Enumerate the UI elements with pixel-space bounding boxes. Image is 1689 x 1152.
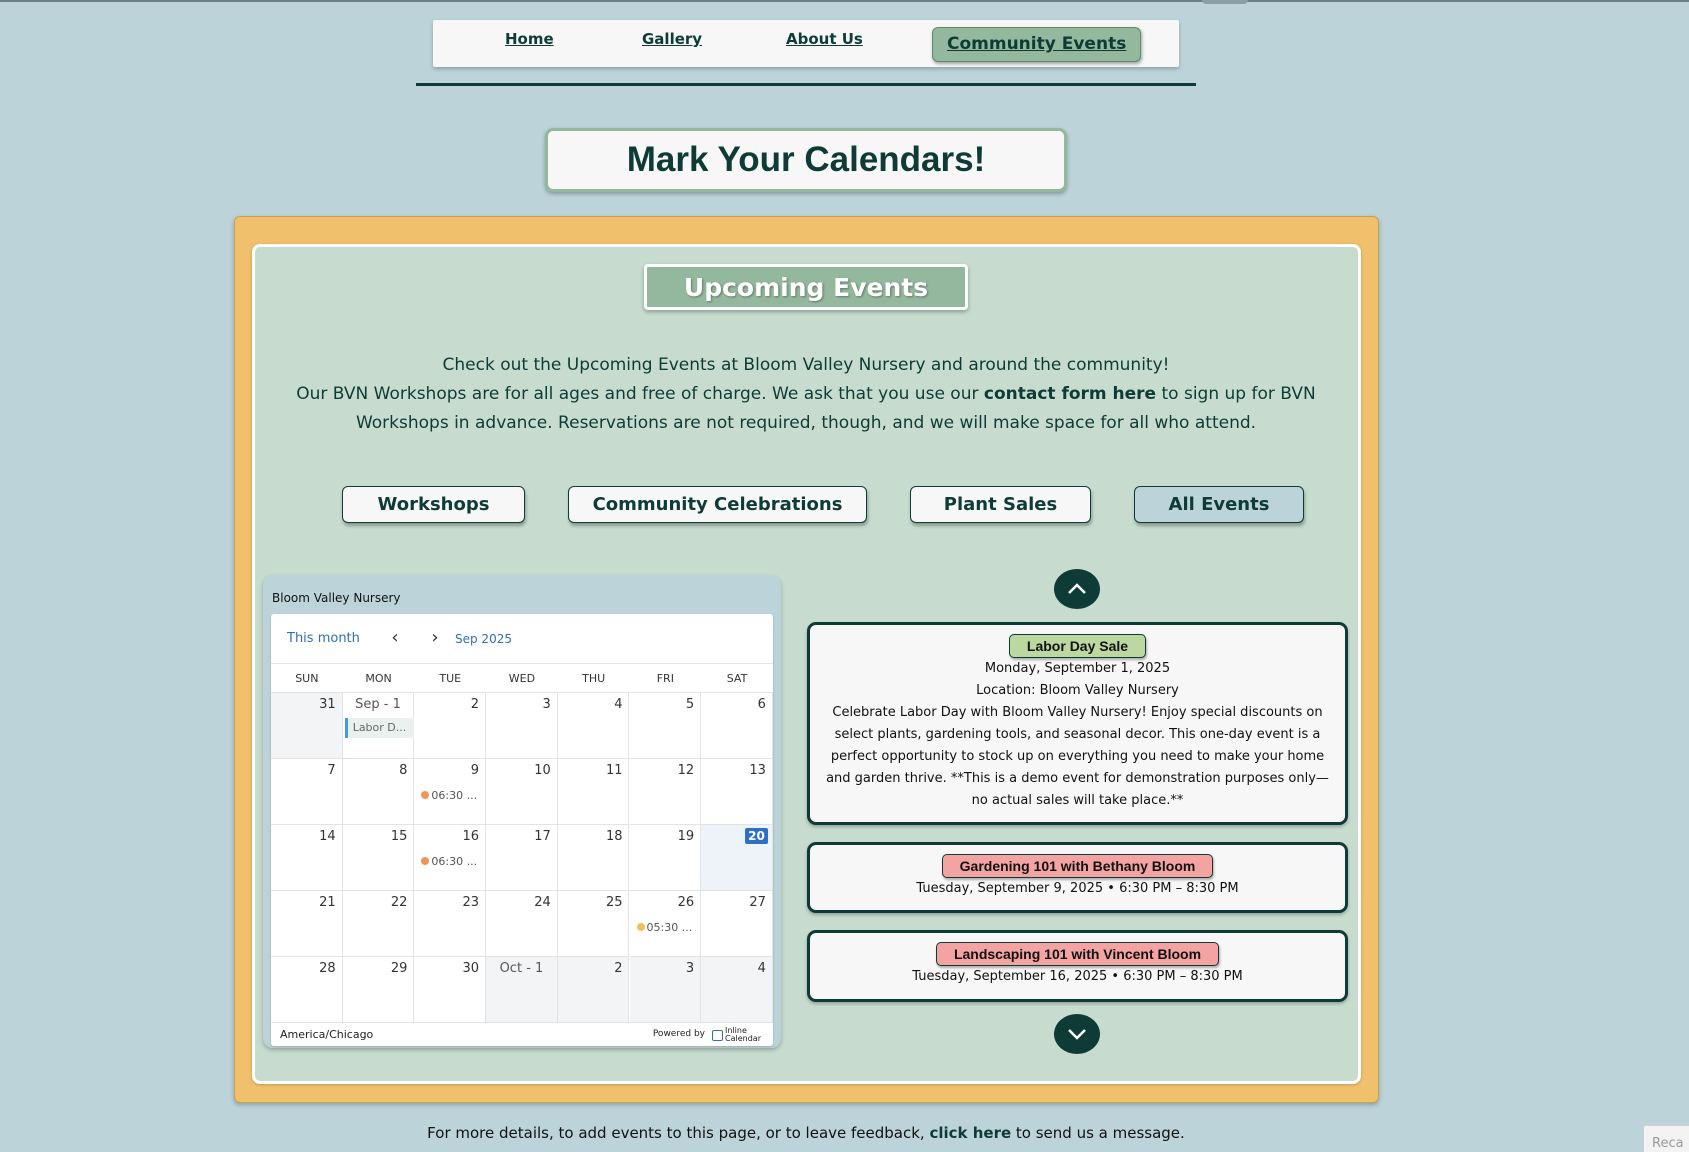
calendar-day-number: 4 bbox=[614, 697, 623, 712]
month-label: Sep 2025 bbox=[455, 632, 512, 646]
calendar-day-number: 31 bbox=[319, 697, 336, 712]
calendar-day-number: 30 bbox=[462, 961, 480, 976]
event-card-gardening-101[interactable] bbox=[807, 842, 1348, 913]
calendar-day-number: 25 bbox=[605, 895, 623, 910]
event-title-tag[interactable]: Landscaping 101 with Vincent Bloom bbox=[936, 942, 1219, 966]
calendar-day-cell[interactable] bbox=[630, 759, 702, 825]
event-dot-icon bbox=[421, 791, 429, 799]
nav-gallery-link[interactable]: Gallery bbox=[642, 30, 703, 48]
nav-community-events-link[interactable]: Community Events bbox=[932, 27, 1141, 62]
calendar-day-cell[interactable] bbox=[271, 693, 343, 759]
next-month-icon[interactable]: › bbox=[431, 627, 439, 648]
weekday-label: FRI bbox=[656, 672, 674, 685]
calendar-day-cell[interactable] bbox=[343, 957, 415, 1023]
filter-workshops-button[interactable]: Workshops bbox=[342, 486, 525, 523]
calendar-day-cell[interactable] bbox=[486, 759, 558, 825]
calendar-day-cell[interactable] bbox=[630, 957, 702, 1023]
event-card-labor-day[interactable] bbox=[807, 622, 1348, 825]
calendar-day-cell[interactable] bbox=[558, 957, 630, 1023]
calendar-day-number: 13 bbox=[749, 763, 766, 778]
calendar-event-chip[interactable]: Labor D... bbox=[345, 718, 414, 738]
calendar-day-cell[interactable] bbox=[414, 693, 486, 759]
calendar-event-chip[interactable] bbox=[637, 921, 693, 934]
weekday-header bbox=[271, 672, 773, 692]
intro-line-2-pre: Our BVN Workshops are for all ages and free of charge. We ask that you use our bbox=[296, 384, 984, 404]
calendar-day-cell[interactable] bbox=[558, 693, 630, 759]
chevron-up-icon bbox=[1067, 580, 1087, 598]
section-title: Upcoming Events bbox=[683, 272, 929, 302]
calendar-day-cell[interactable] bbox=[486, 891, 558, 957]
calendar-day-cell[interactable] bbox=[271, 957, 343, 1023]
filter-plant-sales-button[interactable]: Plant Sales bbox=[910, 486, 1091, 523]
calendar-header bbox=[271, 614, 773, 664]
calendar-day-number: 23 bbox=[462, 895, 480, 910]
calendar-grid bbox=[271, 692, 773, 1022]
calendar-day-number: 19 bbox=[677, 829, 695, 844]
event-card-landscaping-101[interactable] bbox=[807, 930, 1348, 1002]
weekday-label: MON bbox=[365, 672, 392, 685]
weekday-label: SUN bbox=[295, 672, 319, 685]
scroll-nub bbox=[1202, 0, 1248, 4]
weekday-label: WED bbox=[508, 672, 536, 685]
calendar-day-cell[interactable] bbox=[486, 957, 558, 1023]
event-date: Monday, September 1, 2025 bbox=[984, 661, 1171, 676]
page-title: Mark Your Calendars! bbox=[626, 140, 986, 179]
calendar-day-number: 2 bbox=[470, 697, 480, 712]
page-title-box bbox=[545, 128, 1067, 192]
contact-form-link[interactable]: contact form here bbox=[983, 384, 1157, 404]
calendar-day-number: 18 bbox=[605, 829, 623, 844]
calendar-day-cell[interactable] bbox=[630, 693, 702, 759]
event-title-tag[interactable]: Gardening 101 with Bethany Bloom bbox=[942, 854, 1214, 878]
calendar-day-cell[interactable] bbox=[343, 891, 415, 957]
calendar-day-cell[interactable] bbox=[486, 825, 558, 891]
filter-community-celebrations-button[interactable]: Community Celebrations bbox=[568, 486, 867, 523]
event-dot-icon bbox=[637, 923, 645, 931]
calendar-event-chip[interactable] bbox=[421, 855, 477, 868]
event-title-tag[interactable]: Labor Day Sale bbox=[1009, 634, 1146, 658]
calendar-event-time: 06:30 ... bbox=[431, 789, 478, 802]
calendar-day-number: 24 bbox=[534, 895, 551, 910]
footer-pre: For more details, to add events to this page, or to leave feedback, bbox=[427, 1124, 930, 1142]
calendar-event-time: 05:30 ... bbox=[646, 921, 693, 934]
calendar-day-cell[interactable] bbox=[701, 957, 773, 1023]
calendar-day-number: 4 bbox=[757, 961, 766, 976]
nav-about-link[interactable]: About Us bbox=[786, 30, 863, 48]
event-description: Celebrate Labor Day with Bloom Valley Nursery! Enjoy special discounts on select plants, gardening tools, and seasonal decor. This one-day event is a perfect opportunity to stock up on everything you need to make your home and garden thrive. **This is a demo event for demonstration purposes only—no actual sales will take place.** bbox=[826, 705, 1329, 808]
calendar-day-cell[interactable] bbox=[558, 759, 630, 825]
calendar-day-number: Sep - 1 bbox=[355, 697, 401, 712]
logo-text-2: Calendar bbox=[725, 1034, 761, 1043]
top-border bbox=[0, 0, 1689, 2]
calendar-day-number: 26 bbox=[677, 895, 695, 910]
calendar-day-number: 16 bbox=[462, 829, 480, 844]
calendar-day-number: 6 bbox=[757, 697, 766, 712]
calendar-day-cell[interactable] bbox=[701, 693, 773, 759]
nav-home-link[interactable]: Home bbox=[505, 30, 554, 48]
event-dot-icon bbox=[421, 857, 429, 865]
calendar-day-number: 7 bbox=[327, 763, 336, 778]
this-month-button[interactable]: This month bbox=[287, 631, 360, 646]
intro-line-2 bbox=[280, 380, 1332, 438]
calendar-day-cell[interactable] bbox=[414, 957, 486, 1023]
intro-line-1: Check out the Upcoming Events at Bloom Valley Nursery and around the community! bbox=[442, 355, 1170, 375]
calendar-widget bbox=[263, 575, 781, 1048]
calendar-day-cell[interactable] bbox=[701, 825, 773, 891]
nav-divider bbox=[416, 83, 1196, 86]
prev-month-icon[interactable]: ‹ bbox=[391, 627, 399, 648]
calendar-body bbox=[271, 614, 773, 1046]
timezone-label: America/Chicago bbox=[280, 1028, 374, 1041]
calendar-day-cell[interactable] bbox=[343, 759, 415, 825]
intro-line-2-post: to sign up for BVN Workshops in advance. Reservations are not required, though, and we will make space for all who attend. bbox=[355, 384, 1316, 433]
scroll-down-button[interactable] bbox=[1054, 1014, 1100, 1054]
calendar-day-cell[interactable] bbox=[271, 759, 343, 825]
calendar-day-number: 20 bbox=[745, 828, 768, 844]
calendar-day-cell[interactable] bbox=[701, 891, 773, 957]
weekday-label: SAT bbox=[726, 672, 748, 685]
calendar-day-cell[interactable] bbox=[558, 825, 630, 891]
calendar-day-number: 12 bbox=[677, 763, 695, 778]
event-location: Location: Bloom Valley Nursery bbox=[976, 683, 1179, 698]
calendar-event-time: 06:30 ... bbox=[431, 855, 478, 868]
calendar-day-number: 10 bbox=[534, 763, 551, 778]
intro-text bbox=[280, 351, 1332, 438]
calendar-day-number: 2 bbox=[614, 961, 623, 976]
calendar-day-cell[interactable] bbox=[414, 759, 486, 825]
calendar-day-number: 3 bbox=[685, 961, 695, 976]
calendar-day-number: 15 bbox=[390, 829, 408, 844]
calendar-day-number: Oct - 1 bbox=[499, 961, 544, 976]
calendar-day-cell[interactable] bbox=[414, 825, 486, 891]
calendar-day-number: 11 bbox=[605, 763, 623, 778]
calendar-day-number: 3 bbox=[542, 697, 551, 712]
calendar-day-cell[interactable] bbox=[630, 891, 702, 957]
calendar-day-number: 22 bbox=[390, 895, 408, 910]
calendar-footer bbox=[271, 1022, 773, 1046]
calendar-day-number: 29 bbox=[390, 961, 408, 976]
calendar-day-cell[interactable] bbox=[343, 825, 415, 891]
calendar-event-chip[interactable] bbox=[421, 789, 477, 802]
calendar-org-name: Bloom Valley Nursery bbox=[272, 591, 401, 605]
calendar-day-cell[interactable] bbox=[701, 759, 773, 825]
calendar-day-number: 28 bbox=[319, 961, 336, 976]
weekday-label: THU bbox=[582, 672, 606, 685]
footer-post: to send us a message. bbox=[1011, 1124, 1185, 1142]
footer-contact-link[interactable]: click here bbox=[929, 1124, 1012, 1142]
weekday-label: TUE bbox=[439, 672, 462, 685]
calendar-day-number: 8 bbox=[399, 763, 408, 778]
calendar-day-cell[interactable] bbox=[271, 891, 343, 957]
inline-calendar-logo[interactable] bbox=[712, 1027, 761, 1043]
section-title-box bbox=[644, 264, 968, 310]
calendar-day-cell[interactable] bbox=[271, 825, 343, 891]
calendar-day-cell[interactable] bbox=[414, 891, 486, 957]
event-date: Tuesday, September 9, 2025 • 6:30 PM – 8:30 PM bbox=[916, 881, 1239, 896]
calendar-day-number: 21 bbox=[319, 895, 336, 910]
calendar-day-cell[interactable] bbox=[558, 891, 630, 957]
chevron-down-icon bbox=[1067, 1025, 1087, 1043]
footer-text bbox=[0, 1124, 1612, 1142]
calendar-day-number: 17 bbox=[534, 829, 551, 844]
recaptcha-badge[interactable]: Reca bbox=[1643, 1125, 1689, 1152]
filter-all-events-button[interactable]: All Events bbox=[1134, 486, 1304, 523]
calendar-day-cell[interactable] bbox=[343, 693, 415, 759]
calendar-day-number: 14 bbox=[319, 829, 336, 844]
powered-by-label: Powered by bbox=[652, 1029, 705, 1039]
event-date: Tuesday, September 16, 2025 • 6:30 PM – 8:30 PM bbox=[912, 969, 1243, 984]
main-nav bbox=[433, 20, 1179, 67]
calendar-day-cell[interactable] bbox=[630, 825, 702, 891]
calendar-day-number: 5 bbox=[685, 697, 695, 712]
calendar-logo-icon bbox=[712, 1030, 723, 1041]
calendar-day-number: 27 bbox=[749, 895, 766, 910]
scroll-up-button[interactable] bbox=[1054, 569, 1100, 609]
calendar-day-cell[interactable] bbox=[486, 693, 558, 759]
logo-text-1: Inline bbox=[725, 1026, 747, 1035]
calendar-day-number: 9 bbox=[470, 763, 480, 778]
